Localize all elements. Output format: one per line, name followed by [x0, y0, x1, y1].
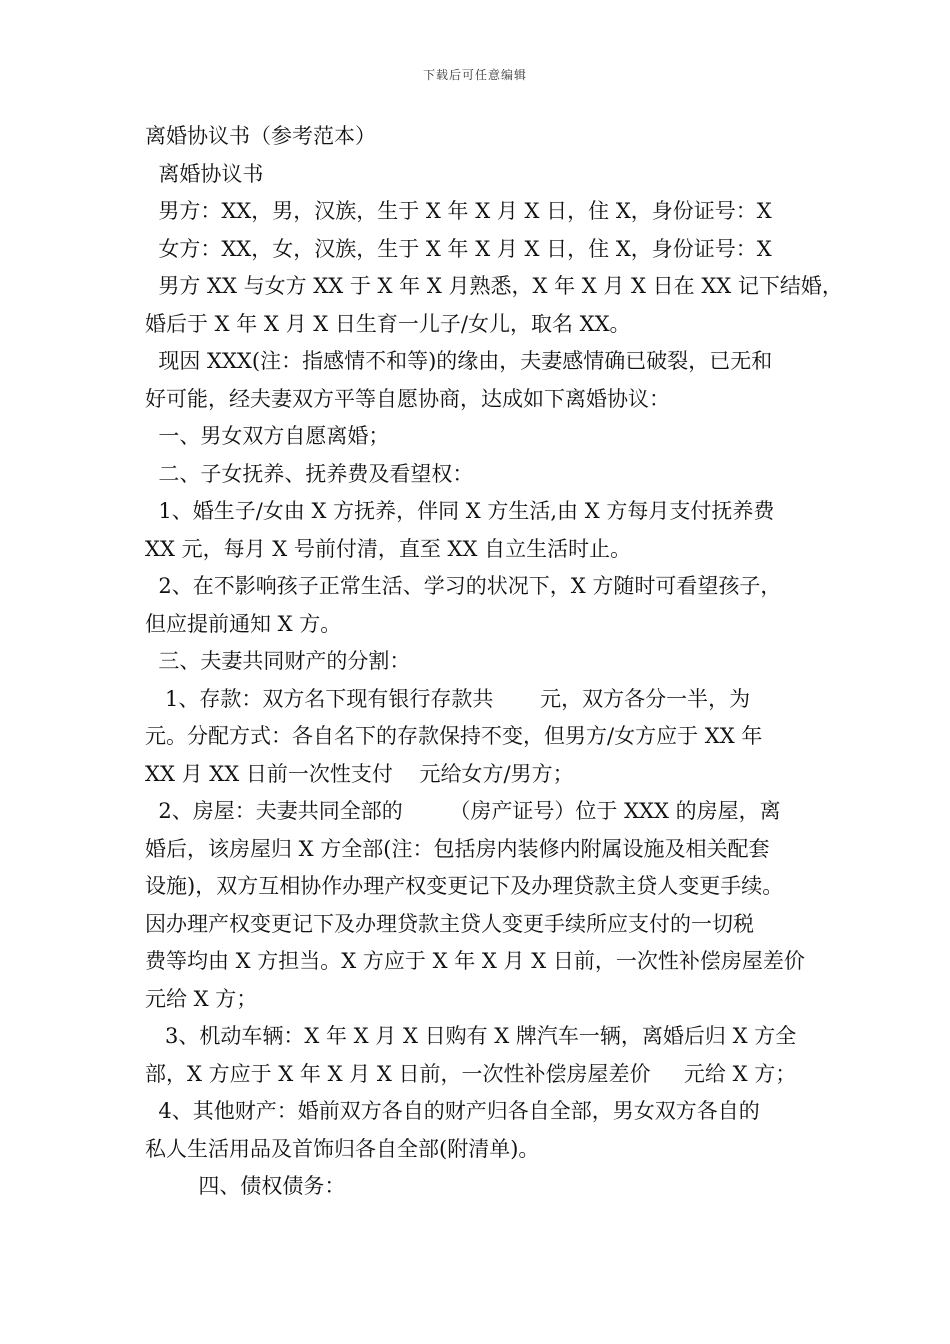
document-line: 男方：XX，男，汉族，生于 X 年 X 月 X 日，住 X，身份证号：X [145, 199, 772, 223]
document-line: 私人生活用品及首饰归各自全部(附清单)。 [145, 1136, 540, 1161]
document-line: 四、债权债务： [145, 1174, 346, 1198]
document-line: 但应提前通知 X 方。 [145, 611, 342, 636]
page-header-note: 下载后可任意编辑 [422, 68, 527, 82]
document-line: 二、子女抚养、抚养费及看望权： [145, 461, 474, 486]
document-line: 2、房屋：夫妻共同全部的 （房产证号）位于 XXX 的房屋，离 [145, 799, 781, 823]
document-line: 婚后于 X 年 X 月 X 日生育一儿子/女儿，取名 XX。 [145, 311, 631, 336]
document-line: 元给 X 方； [145, 986, 258, 1011]
document-line: XX 月 XX 日前一次性支付 元给女方/男方； [145, 761, 574, 786]
document-line: 女方：XX，女，汉族，生于 X 年 X 月 X 日，住 X，身份证号：X [145, 236, 772, 261]
document-line: 因办理产权变更记下及办理贷款主贷人变更手续所应支付的一切税 [145, 911, 754, 936]
document-line: 男方 XX 与女方 XX 于 X 年 X 月熟悉，X 年 X 月 X 日在 XX 记下结婚， [145, 274, 843, 298]
document-line: 婚后，该房屋归 X 方全部(注：包括房内装修内附属设施及相关配套 [145, 836, 770, 861]
document-line: 部，X 方应于 X 年 X 月 X 日前，一次性补偿房屋差价 元给 X 方； [145, 1061, 797, 1086]
document-line: 现因 XXX(注：指感情不和等)的缘由，夫妻感情确已破裂，已无和 [145, 349, 773, 373]
document-line: 元。分配方式：各自名下的存款保持不变，但男方/女方应于 XX 年 [145, 724, 763, 748]
document-line: 2、在不影响孩子正常生活、学习的状况下，X 方随时可看望孩子， [145, 574, 782, 598]
document-line: 费等均由 X 方担当。X 方应于 X 年 X 月 X 日前，一次性补偿房屋差价 [145, 949, 805, 973]
document-line: 设施)，双方互相协作办理产权变更记下及办理贷款主贷人变更手续。 [145, 874, 784, 898]
document-line: 离婚协议书 [145, 161, 264, 186]
document-line: 3、机动车辆：X 年 X 月 X 日购有 X 牌汽车一辆，离婚后归 X 方全 [145, 1024, 797, 1048]
document-title: 离婚协议书（参考范本） [145, 124, 376, 148]
document-line: 好可能，经夫妻双方平等自愿协商，达成如下离婚协议： [145, 386, 670, 411]
document-line: 1、存款：双方名下现有银行存款共 元，双方各分一半，为 [145, 686, 751, 711]
document-line: 三、夫妻共同财产的分割： [145, 649, 411, 673]
document-line: 4、其他财产：婚前双方各自的财产归各自全部，男女双方各自的 [145, 1099, 760, 1123]
document-line: 1、婚生子/女由 X 方抚养，伴同 X 方生活,由 X 方每月支付抚养费 [145, 499, 775, 523]
document-line: XX 元，每月 X 号前付清，直至 XX 自立生活时止。 [145, 536, 632, 561]
document-body [145, 118, 843, 1206]
document-line: 一、男女双方自愿离婚； [145, 424, 390, 448]
